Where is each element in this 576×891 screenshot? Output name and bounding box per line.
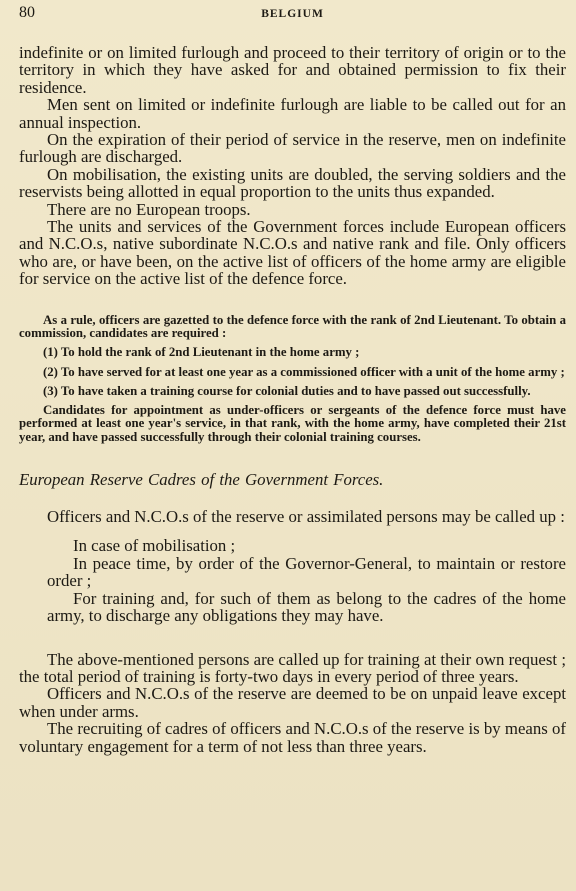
top-text-block xyxy=(19,44,566,288)
running-head: BELGIUM xyxy=(261,8,324,20)
paragraph: Officers and N.C.O.s of the reserve are deemed to be on unpaid leave except when under arms. xyxy=(19,684,566,721)
page-number: 80 xyxy=(19,4,35,21)
paragraph: On the expiration of their period of service in the reserve, men on indefinite furlough are discharged. xyxy=(19,130,566,167)
paragraph: The units and services of the Government forces include European officers and N.C.O.s, native subordinate N.C.O.s and native rank and file. Only officers who are, or have been, on the active list of officers of the home army are eligible for service on the active list of the defence force. xyxy=(19,217,566,289)
candidates-paragraph: Candidates for appointment as under-officers or sergeants of the defence force must have performed at least one year's service, in that rank, with the home army, have completed their 21st year, and have passed successfully through their colonial training courses. xyxy=(19,403,566,444)
requirement-item: (3) To have taken a training course for colonial duties and to have passed out successfully. xyxy=(43,383,531,398)
section-body xyxy=(19,508,566,755)
small-print-block xyxy=(19,314,566,444)
requirement-item: (1) To hold the rank of 2nd Lieutenant in the home army ; xyxy=(43,345,360,360)
paragraph: There are no European troops. xyxy=(47,199,251,219)
case-item: In peace time, by order of the Governor-General, to maintain or restore order ; xyxy=(47,553,566,591)
case-item: For training and, for such of them as belong to the cadres of the home army, to discharge any obligations they may have. xyxy=(47,588,566,626)
section-intro: Officers and N.C.O.s of the reserve or assimilated persons may be called up : xyxy=(47,507,565,527)
paragraph: indefinite or on limited furlough and proceed to their territory of origin or to the territory in which they have asked for and obtained permission to fix their residence. xyxy=(19,43,566,97)
paragraph: On mobilisation, the existing units are doubled, the serving soldiers and the reservists being allotted in equal proportion to the units thus expanded. xyxy=(19,164,566,202)
section-heading xyxy=(19,470,566,490)
paragraph: Men sent on limited or indefinite furlough are liable to be called out for an annual inspection. xyxy=(19,95,566,132)
paragraph: The recruiting of cadres of officers and N.C.O.s of the reserve is by means of voluntary engagement for a term of not less than three years. xyxy=(19,719,566,756)
page-header xyxy=(19,4,566,24)
paragraph: The above-mentioned persons are called up for training at their own request ; the total period of training is forty-two days in every period of three years. xyxy=(19,649,566,686)
small-print-intro: As a rule, officers are gazetted to the defence force with the rank of 2nd Lieutenant. To obtain a commission, candidates are required : xyxy=(19,312,566,340)
section-title: European Reserve Cadres of the Government Forces. xyxy=(19,470,384,490)
case-item: In case of mobilisation ; xyxy=(73,536,236,556)
requirement-item: (2) To have served for at least one year as a commissioned officer with a unit of the home army ; xyxy=(43,364,565,379)
